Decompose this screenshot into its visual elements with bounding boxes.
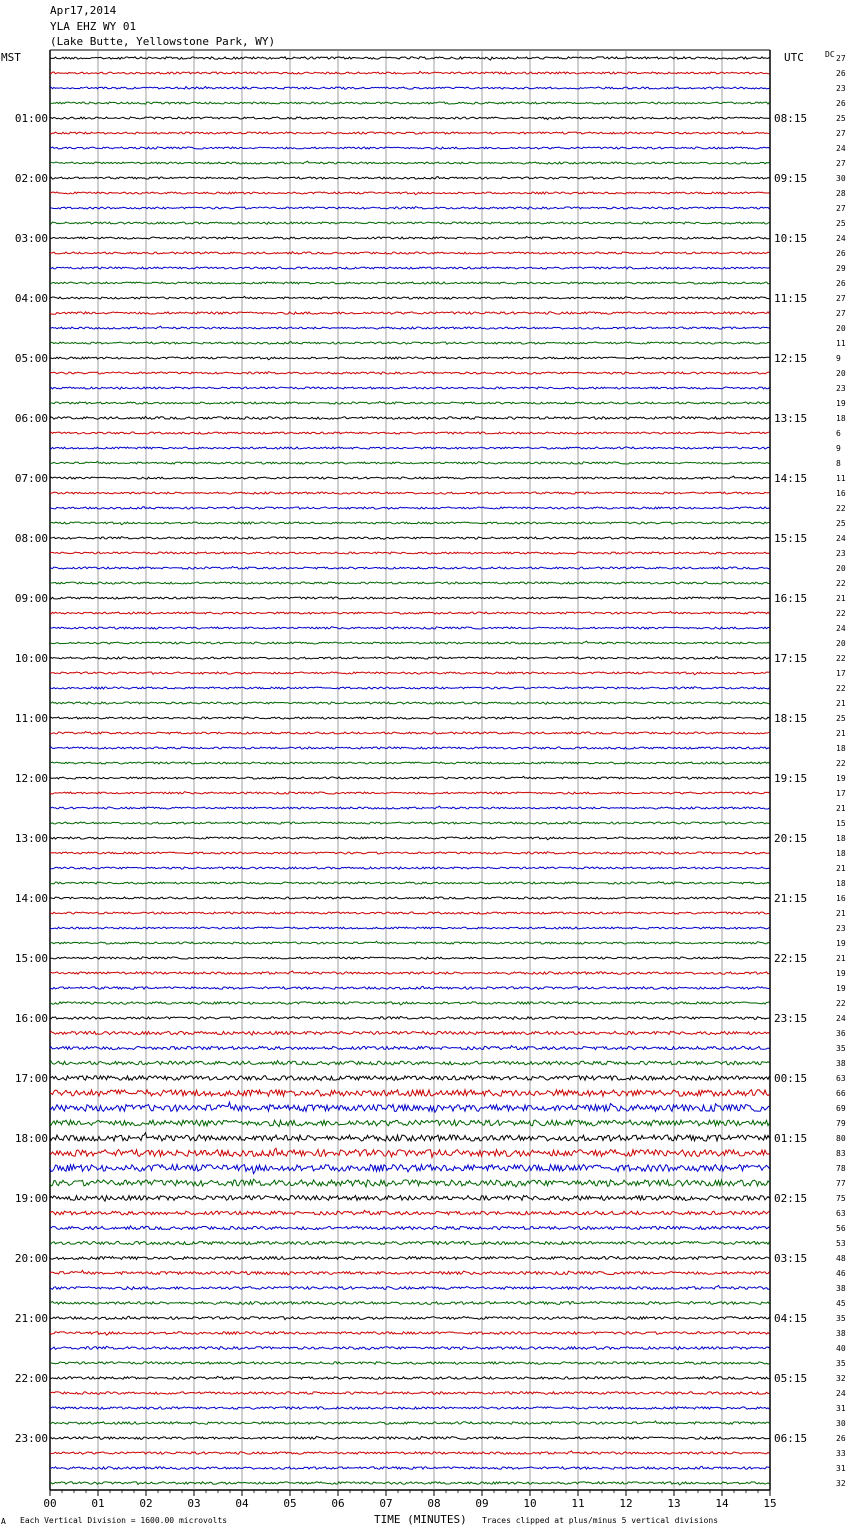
seismic-trace [50,1090,770,1096]
right-hour-label: 21:15 [774,892,808,905]
dc-offset-value: 33 [836,1449,846,1458]
dc-offset-value: 22 [836,504,846,513]
dc-offset-value: 25 [836,519,846,528]
right-hour-label: 13:15 [774,412,808,425]
seismic-trace [50,762,770,764]
seismic-trace [50,627,770,630]
seismic-trace [50,57,770,60]
dc-offset-value: 18 [836,849,846,858]
plot-date: Apr17,2014 [50,4,117,17]
seismic-trace [50,792,770,795]
dc-offset-value: 21 [836,909,846,918]
right-hour-label: 10:15 [774,232,808,245]
dc-offset-value: 20 [836,369,846,378]
seismic-trace [50,1392,770,1395]
seismic-trace [50,1031,770,1035]
dc-offset-value: 9 [836,444,841,453]
seismic-trace [50,717,770,719]
seismic-trace [50,71,770,74]
seismic-trace [50,1362,770,1364]
seismic-trace [50,1451,770,1454]
seismic-trace [50,552,770,554]
dc-offset-value: 17 [836,789,846,798]
right-hour-label: 00:15 [774,1072,808,1085]
seismic-trace [50,1376,770,1379]
x-tick-label: 13 [667,1497,681,1510]
seismic-trace [50,1270,770,1274]
dc-offset-value: 24 [836,1389,846,1398]
seismic-trace [50,882,770,885]
dc-offset-value: 32 [836,1479,846,1488]
x-tick-label: 00 [43,1497,57,1510]
right-hour-label: 11:15 [774,292,808,305]
right-hour-label: 20:15 [774,832,808,845]
seismic-trace [50,372,770,375]
dc-offset-value: 18 [836,744,846,753]
left-hour-label: 13:00 [14,832,48,845]
dc-offset-value: 27 [836,204,846,213]
dc-offset-value: 20 [836,564,846,573]
right-hour-label: 16:15 [774,592,808,605]
seismic-trace [50,1002,770,1005]
seismic-trace [50,1017,770,1020]
dc-offset-value: 38 [836,1059,846,1068]
dc-offset-value: 16 [836,489,846,498]
dc-offset-value: 75 [836,1194,846,1203]
dc-offset-value: 26 [836,69,846,78]
seismic-trace [50,1196,770,1202]
dc-offset-value: 35 [836,1314,846,1323]
seismic-trace [50,611,770,614]
seismic-trace [50,132,770,134]
seismic-trace [50,597,770,599]
seismic-trace [50,1076,770,1081]
dc-offset-value: 56 [836,1224,846,1233]
dc-offset-value: 25 [836,219,846,228]
dc-offset-value: 21 [836,699,846,708]
seismic-trace [50,1061,770,1065]
dc-offset-value: 23 [836,924,846,933]
dc-offset-value: 24 [836,234,846,243]
dc-offset-value: 27 [836,54,846,63]
right-hour-label: 08:15 [774,112,808,125]
dc-offset-value: 22 [836,684,846,693]
dc-offset-value: 11 [836,339,846,348]
traces [50,57,770,1485]
seismic-trace [50,282,770,284]
seismic-trace [50,102,770,104]
dc-offset-value: 21 [836,729,846,738]
right-hour-label: 22:15 [774,952,808,965]
seismic-trace [50,927,770,929]
seismic-trace [50,492,770,494]
dc-offset-value: 6 [836,429,841,438]
dc-offset-value: 19 [836,984,846,993]
dc-offset-value: 9 [836,354,841,363]
seismic-trace [50,312,770,315]
right-hour-label: 01:15 [774,1132,808,1145]
seismic-trace [50,567,770,570]
left-hour-label: 17:00 [14,1072,48,1085]
seismic-trace [50,192,770,195]
dc-offset-value: 15 [836,819,846,828]
seismic-trace [50,476,770,479]
seismic-trace [50,1302,770,1305]
dc-offset-value: 36 [836,1029,846,1038]
x-tick-label: 09 [475,1497,489,1510]
dc-offset-value: 23 [836,84,846,93]
dc-offset-value: 35 [836,1044,846,1053]
seismic-trace [50,957,770,959]
seismic-trace [50,507,770,510]
right-hour-label: 06:15 [774,1432,808,1445]
left-hour-label: 18:00 [14,1132,48,1145]
left-hour-label: 20:00 [14,1252,48,1265]
seismic-trace [50,986,770,989]
dc-offset-value: 26 [836,1434,846,1443]
seismic-trace [50,537,770,540]
x-tick-label: 10 [523,1497,537,1510]
dc-offset-value: 32 [836,1374,846,1383]
seismic-trace [50,806,770,809]
dc-offset-value: 16 [836,894,846,903]
left-hour-label: 10:00 [14,652,48,665]
x-tick-label: 06 [331,1497,345,1510]
dc-offset-value: 20 [836,639,846,648]
x-tick-label: 08 [427,1497,441,1510]
seismic-trace [50,207,770,210]
dc-offset-value: 21 [836,954,846,963]
x-axis-label: TIME (MINUTES) [374,1513,467,1526]
seismic-trace [50,326,770,329]
seismic-trace [50,852,770,855]
x-tick-label: 15 [763,1497,777,1510]
seismic-trace [50,1316,770,1319]
dc-offset-value: 17 [836,669,846,678]
dc-offset-value: 27 [836,129,846,138]
seismic-trace [50,447,770,449]
seismic-trace [50,296,770,299]
dc-offset-value: 45 [836,1299,846,1308]
left-hour-label: 23:00 [14,1432,48,1445]
dc-offset-value: 26 [836,279,846,288]
seismic-trace [50,1120,770,1127]
seismic-trace [50,357,770,360]
left-hour-label: 02:00 [14,172,48,185]
dc-offset-value: 77 [836,1179,846,1188]
seismic-trace [50,582,770,584]
seismic-trace [50,1437,770,1440]
dc-offset-value: 66 [836,1089,846,1098]
dc-offset-value: 63 [836,1209,846,1218]
dc-offset-value: 19 [836,399,846,408]
seismic-trace [50,747,770,749]
right-hour-label: 03:15 [774,1252,808,1265]
right-hour-label: 18:15 [774,712,808,725]
seismic-trace [50,971,770,974]
dc-offset-value: 24 [836,144,846,153]
dc-offset-value: 26 [836,249,846,258]
seismic-trace [50,1346,770,1349]
seismic-trace [50,1165,770,1174]
seismic-trace [50,641,770,644]
dc-offset-value: 23 [836,549,846,558]
seismic-trace [50,822,770,825]
seismic-trace [50,1102,770,1112]
dc-offset-value: 22 [836,759,846,768]
seismic-trace [50,147,770,149]
left-hour-label: 05:00 [14,352,48,365]
right-hour-label: 02:15 [774,1192,808,1205]
clip-note: Traces clipped at plus/minus 5 vertical divisions [482,1516,719,1525]
left-hour-label: 14:00 [14,892,48,905]
seismic-trace [50,1226,770,1230]
seismic-trace [50,1133,770,1141]
seismic-trace [50,1046,770,1050]
dc-offset-value: 19 [836,969,846,978]
x-tick-label: 01 [91,1497,105,1510]
dc-offset-value: 53 [836,1239,846,1248]
station-code: YLA EHZ WY 01 [50,20,137,33]
seismic-trace [50,222,770,224]
dc-offset-value: 22 [836,579,846,588]
seismic-trace [50,867,770,869]
dc-offset-value: 27 [836,309,846,318]
seismic-trace [50,87,770,90]
dc-offset-value: 80 [836,1134,846,1143]
x-tick-label: 02 [139,1497,153,1510]
seismic-trace [50,1286,770,1290]
dc-offset-value: 8 [836,459,841,468]
seismic-trace [50,1257,770,1260]
right-hour-label: 17:15 [774,652,808,665]
scale-text: Each Vertical Division = 1600.00 microvolts [20,1516,228,1525]
dc-label: DC [825,50,835,59]
dc-offset-value: 38 [836,1329,846,1338]
x-tick-label: 11 [571,1497,585,1510]
dc-offset-value: 29 [836,264,846,273]
dc-offset-value: 79 [836,1119,846,1128]
x-tick-label: 07 [379,1497,393,1510]
dc-offset-value: 18 [836,834,846,843]
dc-offset-value: 18 [836,879,846,888]
seismic-trace [50,702,770,704]
dc-offset-value: 18 [836,414,846,423]
x-tick-label: 12 [619,1497,633,1510]
seismic-trace [50,161,770,164]
x-tick-label: 05 [283,1497,297,1510]
dc-offset-value: 30 [836,174,846,183]
seismic-trace [50,432,770,434]
left-hour-label: 03:00 [14,232,48,245]
station-location: (Lake Butte, Yellowstone Park, WY) [50,35,276,48]
seismic-trace [50,461,770,464]
dc-offset-value: 35 [836,1359,846,1368]
left-hour-label: 07:00 [14,472,48,485]
seismic-trace [50,672,770,675]
seismic-trace [50,1332,770,1336]
dc-offset-value: 21 [836,594,846,603]
dc-offset-value: 19 [836,939,846,948]
left-hour-label: 11:00 [14,712,48,725]
seismic-trace [50,1421,770,1424]
dc-offset-value: 24 [836,534,846,543]
right-hour-label: 23:15 [774,1012,808,1025]
seismic-trace [50,1407,770,1409]
dc-offset-value: 27 [836,294,846,303]
dc-offset-value: 63 [836,1074,846,1083]
x-tick-label: 03 [187,1497,201,1510]
right-hour-label: 09:15 [774,172,808,185]
dc-offset-value: 31 [836,1464,846,1473]
seismic-trace [50,1179,770,1187]
seismic-trace [50,1241,770,1244]
seismic-trace [50,252,770,254]
left-hour-label: 06:00 [14,412,48,425]
dc-offset-value: 21 [836,864,846,873]
dc-offset-value: 83 [836,1149,846,1158]
right-hour-label: 15:15 [774,532,808,545]
seismic-trace [50,342,770,345]
dc-offset-value: 78 [836,1164,846,1173]
dc-offset-value: 28 [836,189,846,198]
left-hour-label: 08:00 [14,532,48,545]
seismic-trace [50,387,770,389]
seismic-trace [50,177,770,180]
dc-offset-value: 21 [836,804,846,813]
dc-offset-value: 11 [836,474,846,483]
left-hour-label: 21:00 [14,1312,48,1325]
dc-offset-value: 30 [836,1419,846,1428]
right-hour-label: 12:15 [774,352,808,365]
seismic-trace [50,1482,770,1485]
dc-offset-value: 22 [836,999,846,1008]
seismic-trace [50,897,770,899]
seismic-trace [50,776,770,779]
right-hour-label: 14:15 [774,472,808,485]
dc-offset-value: 69 [836,1104,846,1113]
seismic-trace [50,657,770,659]
seismic-trace [50,941,770,944]
dc-offset-value: 46 [836,1269,846,1278]
dc-offset-value: 25 [836,114,846,123]
seismic-trace [50,1466,770,1469]
dc-offset-value: 20 [836,324,846,333]
dc-offset-value: 25 [836,714,846,723]
seismic-trace [50,1148,770,1157]
dc-offset-value: 26 [836,99,846,108]
dc-offset-value: 31 [836,1404,846,1413]
right-hour-label: 04:15 [774,1312,808,1325]
seismic-trace [50,237,770,240]
right-timezone-label: UTC [784,51,804,64]
dc-offset-value: 22 [836,654,846,663]
seismic-trace [50,267,770,269]
seismic-trace [50,416,770,419]
dc-offset-value: 19 [836,774,846,783]
left-hour-label: 19:00 [14,1192,48,1205]
left-hour-label: 12:00 [14,772,48,785]
dc-offset-value: 27 [836,159,846,168]
scale-mark: A [1,1517,6,1526]
dc-offset-value: 40 [836,1344,846,1353]
seismic-trace [50,522,770,525]
dc-offset-value: 48 [836,1254,846,1263]
seismic-trace [50,687,770,689]
seismic-trace [50,402,770,405]
seismic-trace [50,1210,770,1214]
dc-offset-value: 38 [836,1284,846,1293]
left-timezone-label: MST [1,51,21,64]
x-tick-label: 04 [235,1497,249,1510]
seismic-trace [50,912,770,914]
seismic-trace [50,732,770,735]
dc-offset-value: 22 [836,609,846,618]
right-hour-label: 19:15 [774,772,808,785]
left-hour-label: 15:00 [14,952,48,965]
left-hour-label: 01:00 [14,112,48,125]
seismic-trace [50,117,770,120]
right-hour-label: 05:15 [774,1372,808,1385]
dc-offset-value: 24 [836,1014,846,1023]
left-hour-label: 22:00 [14,1372,48,1385]
x-tick-label: 14 [715,1497,729,1510]
left-hour-label: 04:00 [14,292,48,305]
left-hour-label: 09:00 [14,592,48,605]
dc-offset-value: 23 [836,384,846,393]
dc-offset-value: 24 [836,624,846,633]
seismic-trace [50,837,770,840]
left-hour-label: 16:00 [14,1012,48,1025]
